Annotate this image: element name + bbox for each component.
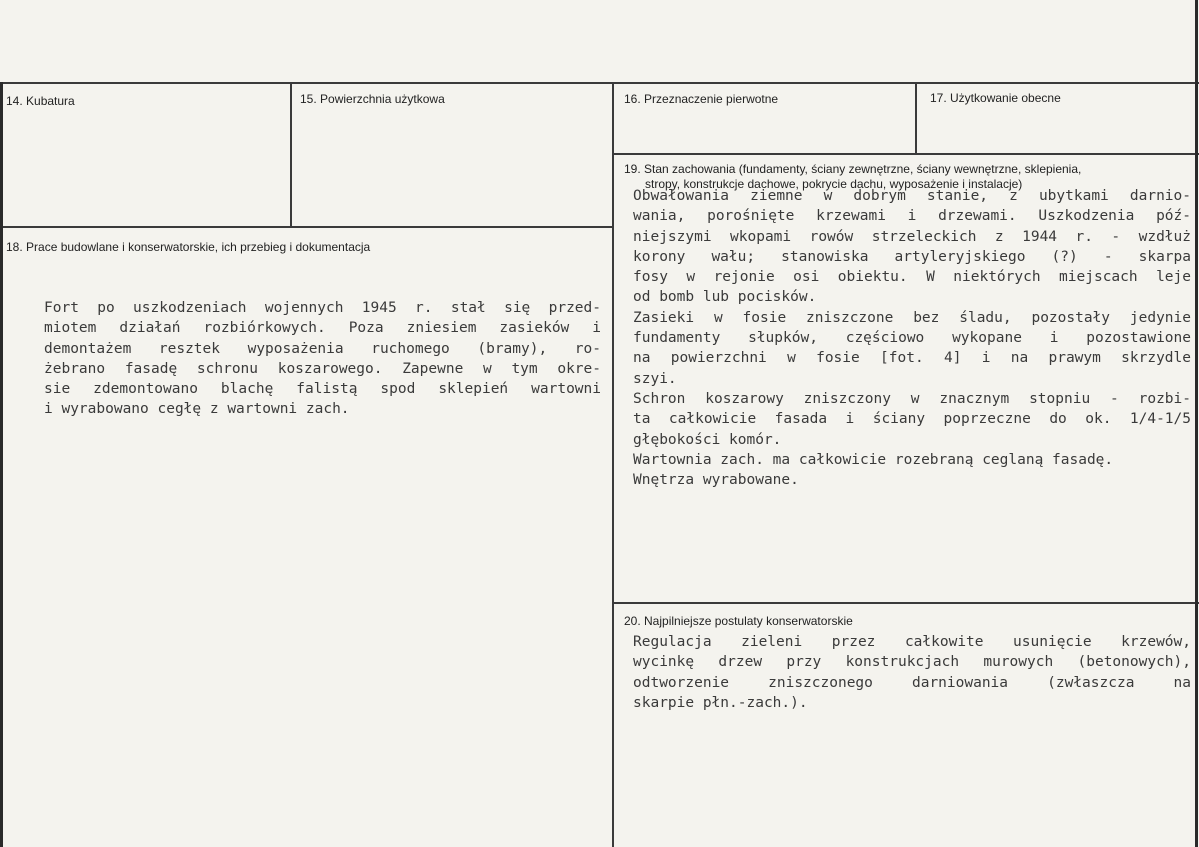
text-line: odtworzenie zniszczonego darniowania (zwłaszcza na [633, 674, 1191, 691]
text-line: korony wału; stanowiska artyleryjskiego (?) - skarpa [633, 248, 1191, 265]
field-19-text [633, 186, 1191, 490]
left-edge [0, 82, 3, 847]
text-line: żebrano fasadę schronu koszarowego. Zapewne w tym okre- [44, 360, 601, 377]
top-rule [0, 82, 1199, 84]
text-line: Regulacja zieleni przez całkowite usunięcie krzewów, [633, 634, 1191, 650]
text-line: Obwałowania ziemne w dobrym stanie, z ubytkami darnio- [633, 188, 1191, 204]
rule-under-16-17 [612, 153, 1199, 155]
field-19-label-line2: stropy, konstrukcje dachowe, pokrycie dachu, wyposażenie i instalacje) [645, 177, 1023, 191]
text-line: na powierzchni w fosie [fot. 4] i na prawym skrzydle [633, 350, 1191, 367]
text-line: głębokości komór. [633, 431, 782, 448]
text-line: sie zdemontowano blachę falistą spod sklepień wartowni [44, 381, 601, 398]
text-line: fundamenty słupków, częściowo wykopane i pozostawione [633, 330, 1191, 347]
text-line: miotem działań rozbiórkowych. Poza zniesiem zasieków i [44, 320, 601, 337]
text-line: Zasieki w fosie zniszczone bez śladu, pozostały jedynie [633, 309, 1191, 326]
field-20-label: 20. Najpilniejsze postulaty konserwatorskie [624, 614, 853, 628]
text-line: i wyrabowano cegłę z wartowni zach. [44, 401, 350, 418]
field-18-label: 18. Prace budowlane i konserwatorskie, ich przebieg i dokumentacja [6, 240, 371, 254]
text-line: wycinkę drzew przy konstrukcjach murowych (betonowych), [633, 654, 1191, 671]
divider-14-15 [290, 82, 292, 228]
divider-16-17 [915, 82, 917, 154]
field-20-text [633, 632, 1191, 713]
field-14-label: 14. Kubatura [6, 94, 75, 108]
text-line: Wnętrza wyrabowane. [633, 472, 799, 489]
text-line: wania, porośnięte krzewami i drzewami. Uszkodzenia póź- [633, 208, 1191, 225]
text-line: Wartownia zach. ma całkowicie rozebraną ceglaną fasadę. [633, 451, 1114, 468]
text-line: Schron koszarowy zniszczony w znacznym stopniu - rozbi- [633, 390, 1191, 407]
rule-under-19 [612, 602, 1199, 604]
field-15-label: 15. Powierzchnia użytkowa [300, 92, 445, 106]
text-line: fosy w rejonie osi obiektu. W niektórych miejscach leje [633, 269, 1191, 286]
text-line: od bomb lub pocisków. [633, 289, 817, 306]
field-17-label: 17. Użytkowanie obecne [930, 91, 1061, 105]
right-edge [1195, 0, 1198, 847]
field-16-label: 16. Przeznaczenie pierwotne [624, 92, 779, 106]
rule-under-14-15 [0, 226, 614, 228]
field-19-label-line1: 19. Stan zachowania (fundamenty, ściany zewnętrzne, ściany wewnętrzne, sklepienia, [624, 162, 1082, 176]
field-18-text [44, 298, 601, 420]
text-line: szyi. [633, 370, 677, 387]
text-line: niejszymi wkopami rowów strzeleckich z 1944 r. - wzdłuż [633, 228, 1191, 245]
text-line: skarpie płn.-zach.). [633, 694, 808, 711]
text-line: demontażem resztek wyposażenia ruchomego (bramy), ro- [44, 340, 601, 357]
text-line: Fort po uszkodzeniach wojennych 1945 r. stał się przed- [44, 300, 601, 316]
divider-center [612, 82, 614, 847]
text-line: ta całkowicie fasada i ściany poprzeczne do ok. 1/4-1/5 [633, 411, 1191, 428]
